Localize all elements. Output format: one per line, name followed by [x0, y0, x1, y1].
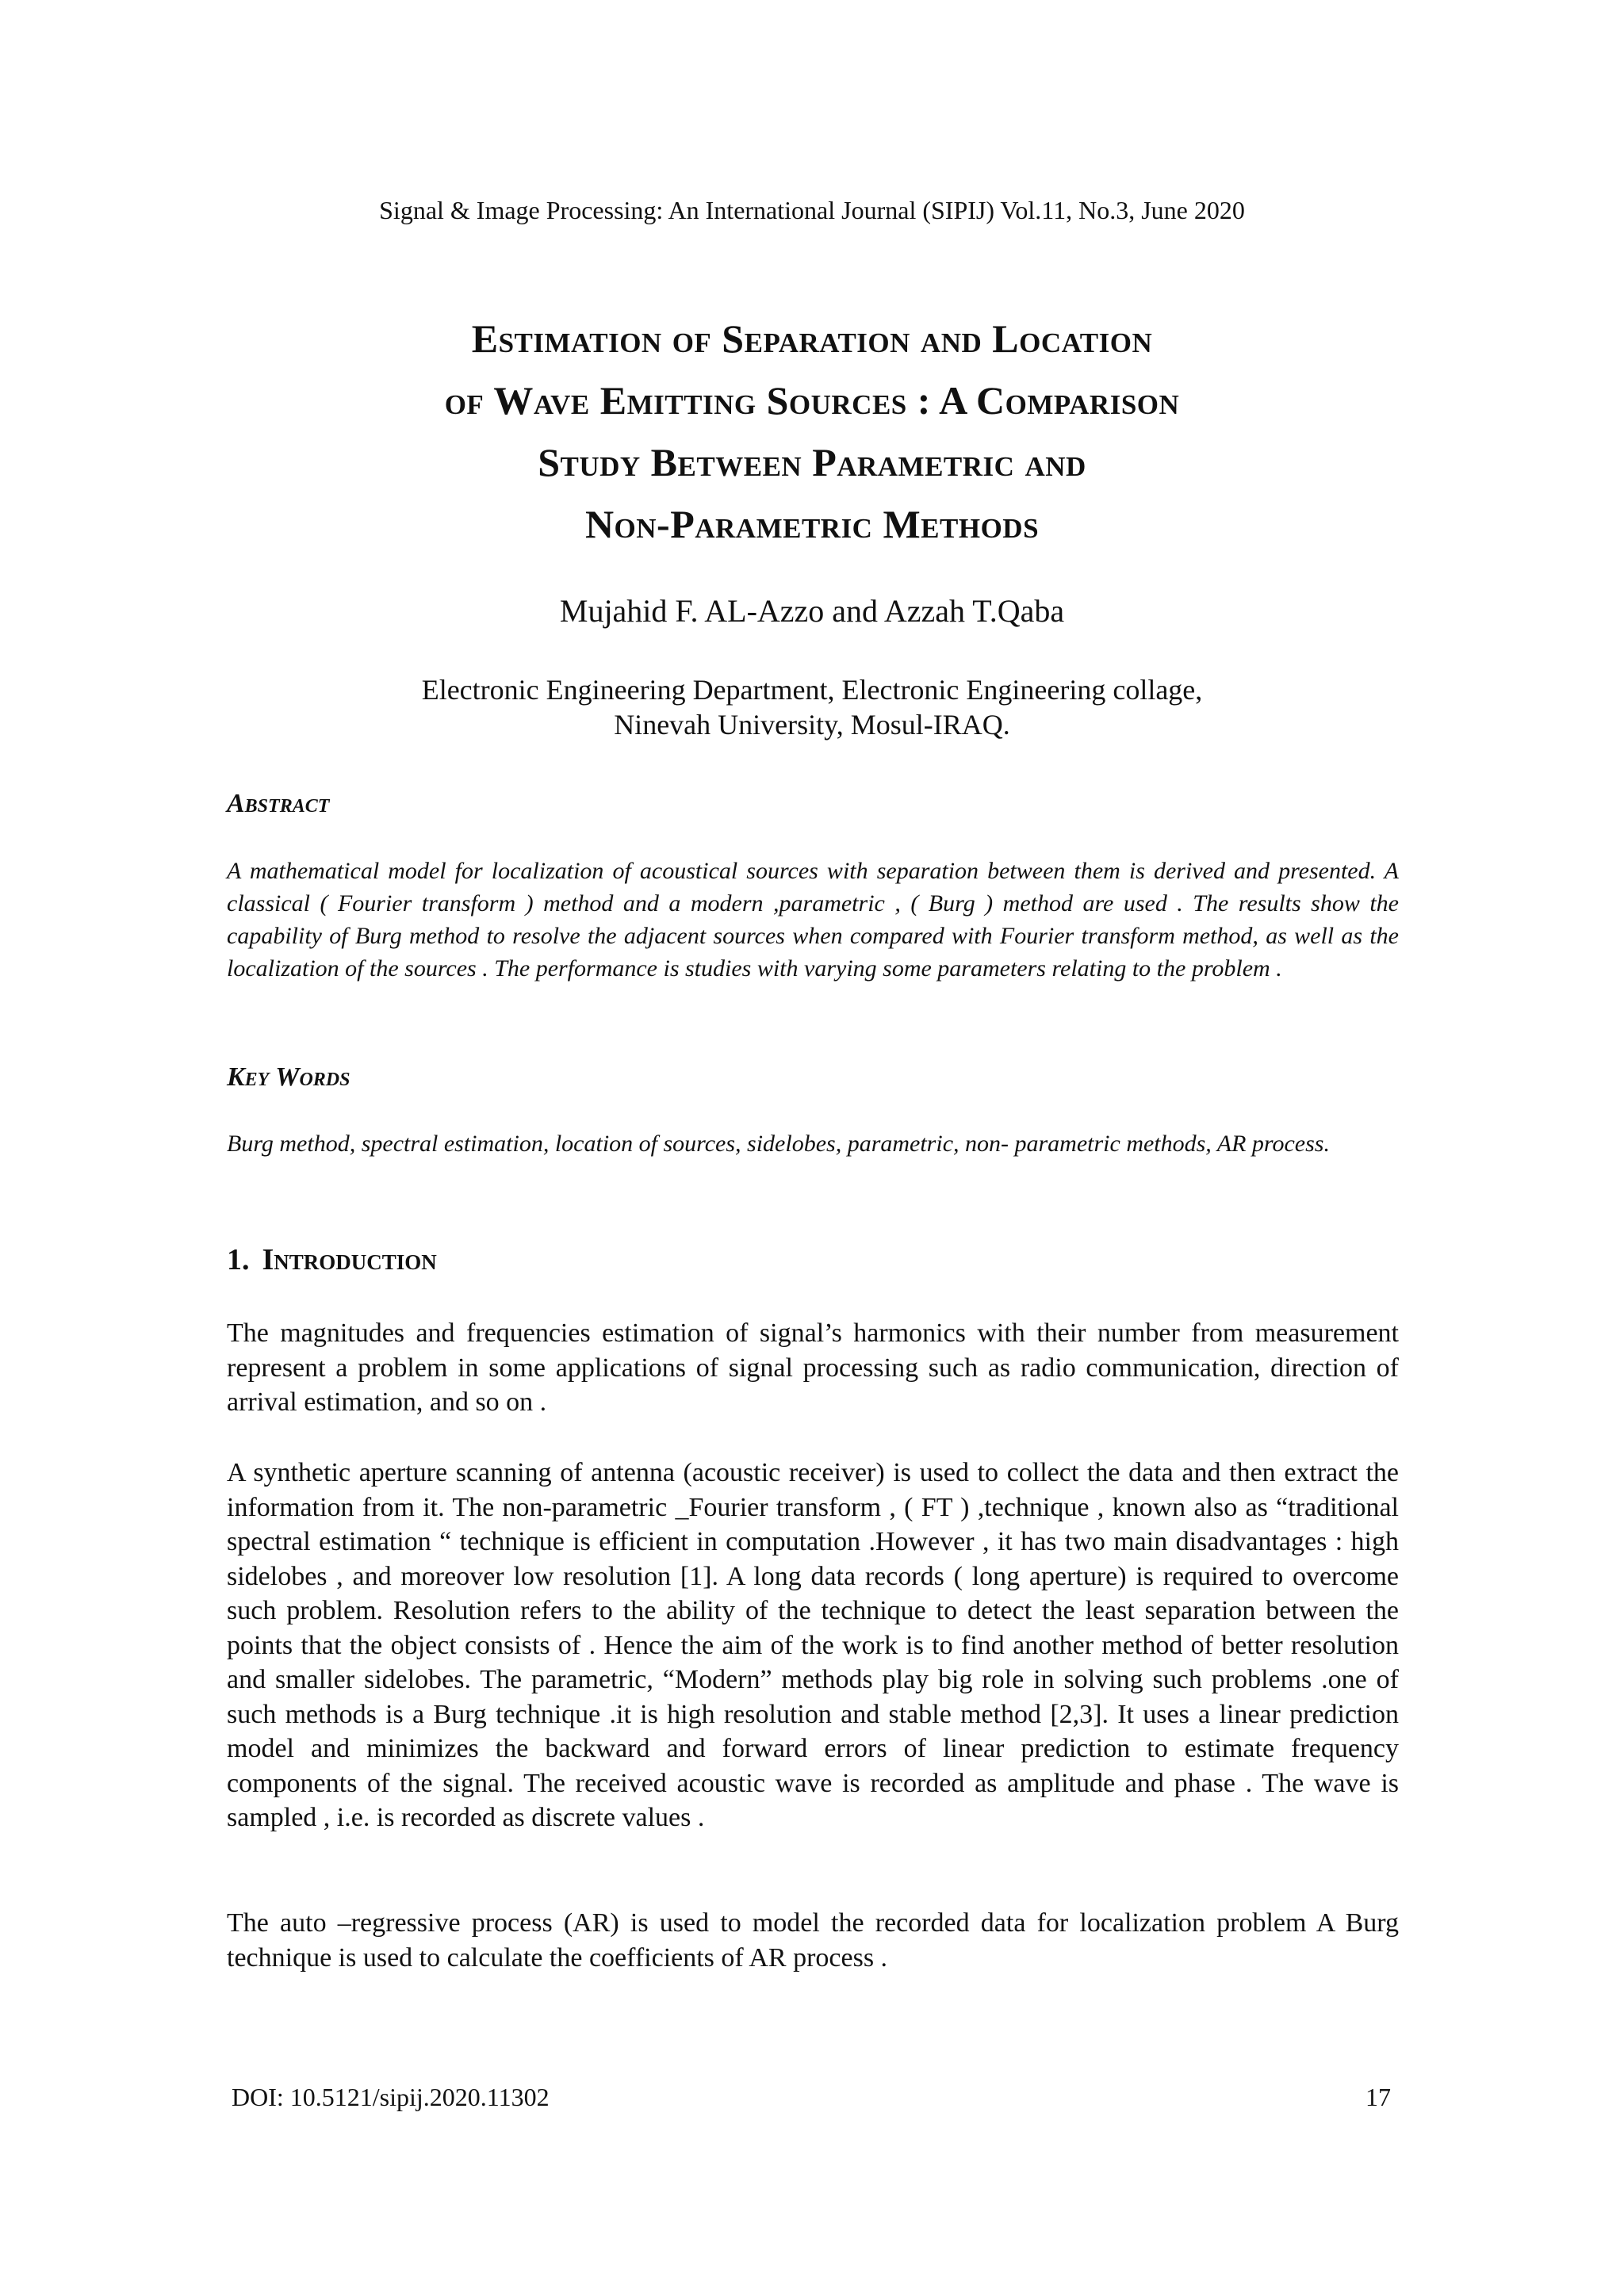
section-title: Introduction: [262, 1243, 437, 1276]
intro-paragraph-2: A synthetic aperture scanning of antenna (acoustic receiver) is used to collect the data and then extract the information from it. The non-parametric _Fourier transform , ( FT ) ,technique , known also as “traditional spectral estimation “ technique is efficient in computation .However , it has two main disadvantages : high sidelobes , and moreover low resolution [1]. A long data records ( long aperture) is required to overcome such problem. Resolution refers to the ability of the technique to detect the least separation between the points that the object consists of . Hence the aim of the work is to find another method of better resolution and smaller sidelobes. The parametric, “Modern” methods play big role in solving such problems .one of such methods is a Burg technique .it is high resolution and stable method [2,3]. It uses a linear prediction model and minimizes the backward and forward errors of linear prediction to estimate frequency components of the signal. The received acoustic wave is recorded as amplitude and phase . The wave is sampled , i.e. is recorded as discrete values .: [227, 1458, 1399, 1832]
intro-paragraph-1: The magnitudes and frequencies estimation of signal’s harmonics with their number from measurement represent a problem in some applications of signal processing such as radio communication, direction of arrival estimation, and so on .: [227, 1318, 1399, 1417]
affiliation: [0, 672, 1624, 742]
keywords-text: Burg method, spectral estimation, location of sources, sidelobes, parametric, non- parametric methods, AR process.: [227, 1131, 1330, 1157]
authors: Mujahid F. AL-Azzo and Azzah T.Qaba: [559, 593, 1065, 629]
abstract-heading: Abstract: [227, 789, 330, 818]
introduction-heading: [227, 1242, 437, 1278]
title-line-1: Estimation of Separation and Location: [471, 316, 1153, 361]
running-header: Signal & Image Processing: An International Journal (SIPIJ) Vol.11, No.3, June 2020: [379, 196, 1245, 224]
doi-footer: DOI: 10.5121/sipij.2020.11302: [232, 2083, 550, 2111]
paper-title: [159, 308, 1465, 555]
title-line-2: of Wave Emitting Sources : A Comparison: [444, 378, 1180, 423]
keywords-heading: Key Words: [227, 1062, 350, 1092]
section-number: 1.: [227, 1243, 250, 1276]
title-line-3: Study Between Parametric and: [538, 440, 1086, 484]
affiliation-line-1: Electronic Engineering Department, Electronic Engineering collage,: [421, 674, 1203, 706]
page-number: 17: [1365, 2083, 1391, 2111]
abstract-text: A mathematical model for localization of acoustical sources with separation between them is derived and presented. A classical ( Fourier transform ) method and a modern ,parametric , ( Burg ) method are used . The results show the capability of Burg method to resolve the adjacent sources when compared with Fourier transform method, as well as the localization of the sources . The performance is studies with varying some parameters relating to the problem .: [227, 858, 1399, 982]
intro-paragraph-3: The auto –regressive process (AR) is used to model the recorded data for localization problem A Burg technique is used to calculate the coefficients of AR process .: [227, 1908, 1399, 1973]
affiliation-line-2: Ninevah University, Mosul-IRAQ.: [614, 709, 1010, 740]
title-line-4: Non-Parametric Methods: [584, 502, 1040, 546]
